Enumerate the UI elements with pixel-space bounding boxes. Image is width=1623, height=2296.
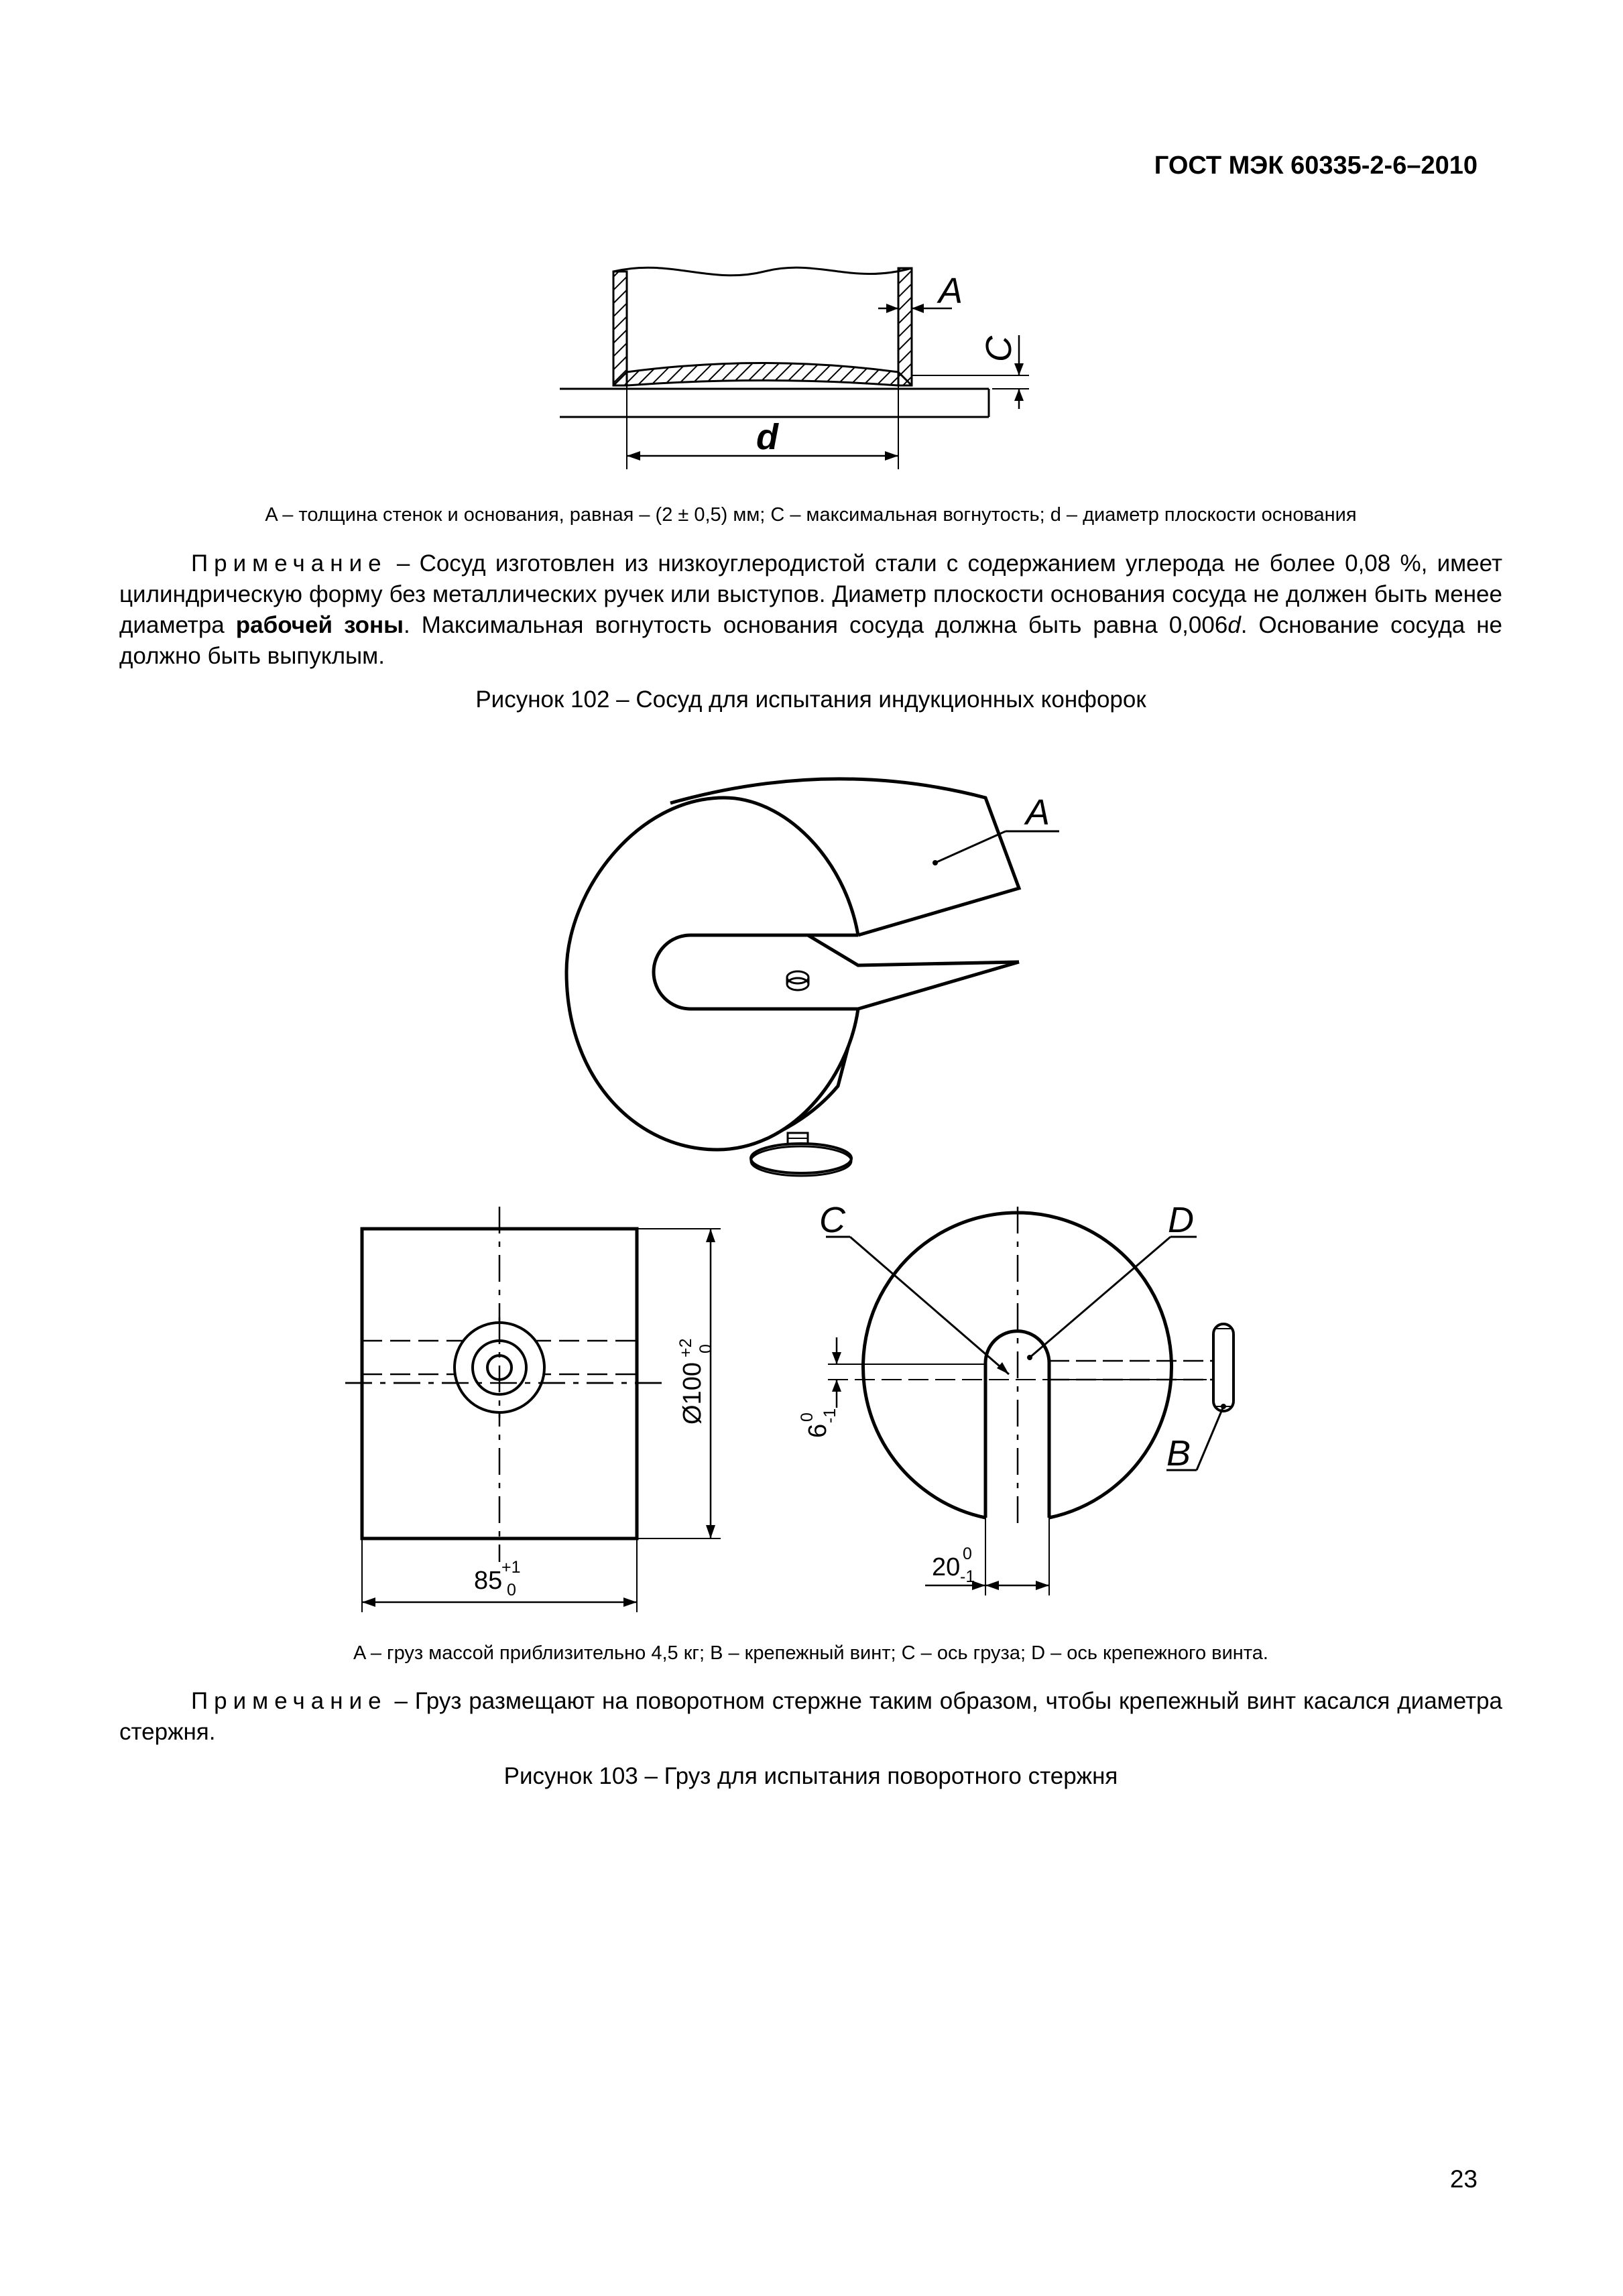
fig103-label-b: B	[1166, 1433, 1191, 1473]
fig103-dim-width: 85	[474, 1567, 503, 1595]
figure-103-caption: Рисунок 103 – Груз для испытания поворотного стержня	[503, 1763, 1118, 1789]
fig103-dim-diameter: Ø100	[678, 1362, 707, 1425]
fig103-dim-offset-upper: 0	[798, 1412, 817, 1422]
page-number: 23	[1449, 2165, 1478, 2193]
fig103-dim-offset-lower: -1	[821, 1408, 839, 1423]
figure-102-drawing	[550, 255, 1032, 476]
fig103-label-c: C	[819, 1200, 845, 1240]
figure-102-caption: Рисунок 102 – Сосуд для испытания индукционных конфорок	[475, 686, 1146, 713]
note-text: – Груз размещают на поворотном стержне таким образом, чтобы крепежный винт касался диаметра стержня.	[119, 1688, 1502, 1745]
fig102-label-d: d	[756, 417, 778, 457]
note-bold-term: рабочей зоны	[235, 612, 404, 638]
fig102-label-a: A	[939, 271, 963, 311]
fig102-label-c: C	[979, 336, 1019, 362]
fig103-dim-width-lower: 0	[507, 1581, 516, 1599]
figure-103-side-view	[335, 1193, 751, 1616]
fig103-dim-offset: 6	[804, 1423, 832, 1438]
fig103-label-d: D	[1168, 1200, 1194, 1240]
note-heading: Примечание	[191, 550, 387, 577]
figure-103-legend: A – груз массой приблизительно 4,5 кг; B – крепежный винт; C – ось груза; D – ось крепежного винта.	[353, 1642, 1268, 1664]
note-text-3: . Основание сосуда не должно быть выпуклым.	[119, 612, 1503, 669]
fig103-dim-slot-lower: -1	[960, 1567, 975, 1586]
fig103-label-a: A	[1026, 792, 1050, 833]
fig103-dim-width-upper: +1	[501, 1558, 521, 1577]
fig103-dim-slot-upper: 0	[963, 1545, 972, 1563]
fig103-dim-diameter-lower: 0	[697, 1344, 715, 1353]
figure-102-note	[119, 548, 1502, 672]
note-italic-d: d	[1227, 612, 1241, 638]
note-text-1: – Сосуд изготовлен из низкоуглеродистой стали с содержанием углерода не более 0,08 %, имеет цилиндрическую форму без металлических ручек или выступов. Диаметр плоскости основания сосуда не должен быть менее диаметра	[119, 550, 1502, 638]
document-header: ГОСТ МЭК 60335-2-6–2010	[1154, 152, 1478, 180]
note-heading: Примечание	[191, 1688, 387, 1714]
figure-103-front-view	[778, 1193, 1274, 1616]
figure-102-legend: A – толщина стенок и основания, равная – (2 ± 0,5) мм; C – максимальная вогнутость; d – диаметр плоскости основания	[265, 504, 1357, 526]
figure-103-note	[119, 1686, 1502, 1748]
fig103-dim-diameter-upper: +2	[676, 1338, 695, 1357]
figure-103-isometric-drawing	[536, 771, 1086, 1187]
note-text-2: . Максимальная вогнутость основания сосуда должна быть равна 0,006	[404, 612, 1228, 638]
fig103-dim-slot: 20	[932, 1553, 961, 1581]
